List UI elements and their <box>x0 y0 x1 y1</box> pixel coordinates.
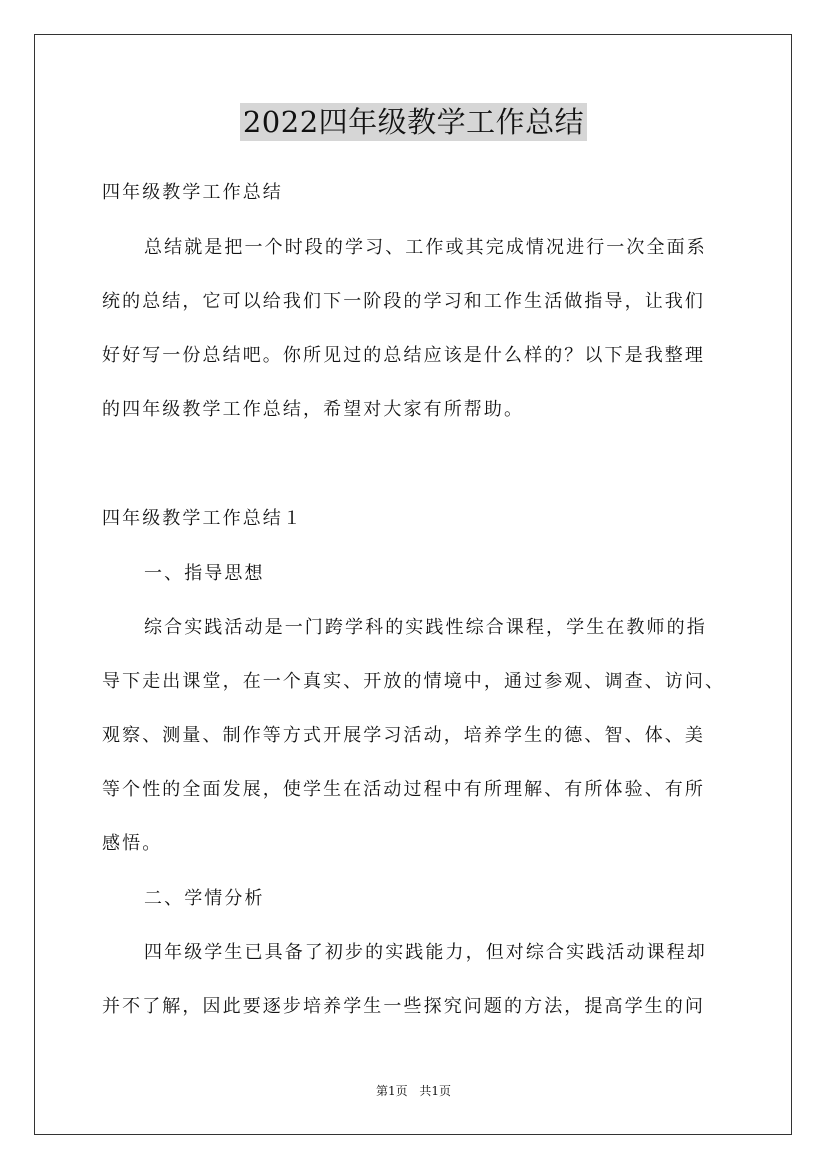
heading-guiding-ideology: 一、指导思想 <box>144 563 265 584</box>
section-title: 四年级教学工作总结１ <box>102 508 303 529</box>
paragraph-line: 观察、测量、制作等方式开展学习活动，培养学生的德、智、体、美 <box>102 725 705 746</box>
title-wrapper <box>0 103 827 141</box>
paragraph-line: 等个性的全面发展，使学生在活动过程中有所理解、有所体验、有所 <box>102 779 705 800</box>
heading-student-analysis: 二、学情分析 <box>144 888 265 909</box>
intro-line: 总结就是把一个时段的学习、工作或其完成情况进行一次全面系 <box>144 237 707 258</box>
page-number: 第1页 <box>375 1084 408 1098</box>
page-total: 共1页 <box>419 1084 452 1098</box>
paragraph-line: 导下走出课堂，在一个真实、开放的情境中，通过参观、调查、访问、 <box>102 671 726 692</box>
paragraph-line: 综合实践活动是一门跨学科的实践性综合课程，学生在教师的指 <box>144 617 707 638</box>
page-footer <box>0 1083 827 1099</box>
intro-line: 的四年级教学工作总结，希望对大家有所帮助。 <box>102 399 525 420</box>
paragraph-line: 并不了解，因此要逐步培养学生一些探究问题的方法，提高学生的问 <box>102 996 705 1017</box>
document-subtitle: 四年级教学工作总结 <box>102 182 283 203</box>
paragraph-line: 感悟。 <box>102 833 163 854</box>
document-title: 2022四年级教学工作总结 <box>240 103 587 141</box>
intro-line: 统的总结，它可以给我们下一阶段的学习和工作生活做指导，让我们 <box>102 291 705 312</box>
paragraph-line: 四年级学生已具备了初步的实践能力，但对综合实践活动课程却 <box>144 942 707 963</box>
intro-line: 好好写一份总结吧。你所见过的总结应该是什么样的？以下是我整理 <box>102 345 705 366</box>
